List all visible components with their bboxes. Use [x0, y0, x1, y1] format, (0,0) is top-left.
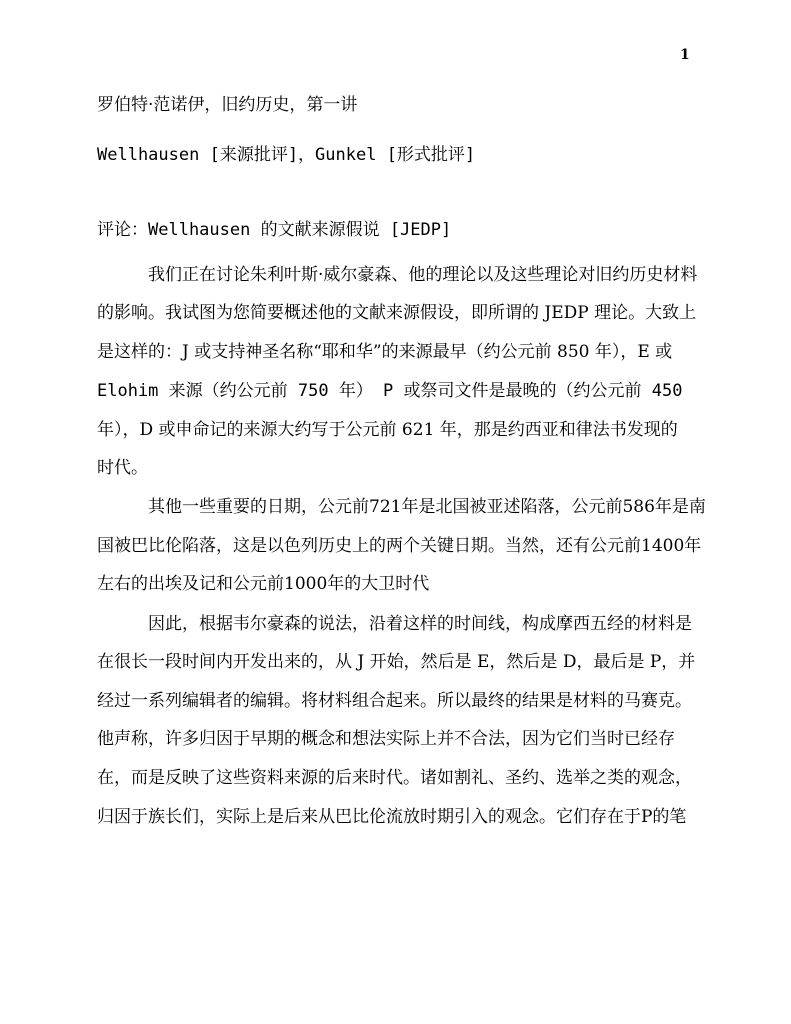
- paragraph-line: 在很长一段时间内开发出来的，从 J 开始，然后是 E，然后是 D，最后是 P，并: [97, 652, 696, 672]
- paragraph-line: 是这样的：J 或支持神圣名称“耶和华”的来源最早（约公元前 850 年），E 或: [97, 342, 673, 362]
- paragraph-line: 经过一系列编辑者的编辑。将材料组合起来。所以最终的结果是材料的马赛克。: [97, 691, 692, 711]
- lecture-subtitle: Wellhausen [来源批评]，Gunkel [形式批评]: [97, 145, 476, 165]
- lecture-title: 罗伯特·范诺伊，旧约历史，第一讲: [97, 95, 358, 115]
- paragraph-line: 国被巴比伦陷落，这是以色列历史上的两个关键日期。当然，还有公元前1400年: [97, 536, 702, 556]
- paragraph-line: 其他一些重要的日期，公元前721年是北国被亚述陷落，公元前586年是南: [148, 497, 706, 517]
- paragraph-line: 因此，根据韦尔豪森的说法，沿着这样的时间线，构成摩西五经的材料是: [148, 614, 692, 634]
- paragraph-line: 左右的出埃及记和公元前1000年的大卫时代: [97, 574, 430, 594]
- paragraph-line: 时代。: [97, 458, 148, 478]
- paragraph-line: 在，而是反映了这些资料来源的后来时代。诸如割礼、圣约、选举之类的观念，: [97, 768, 692, 788]
- paragraph-line: 我们正在讨论朱利叶斯·威尔豪森、他的理论以及这些理论对旧约历史材料: [148, 265, 698, 285]
- paragraph-line: 年），D 或申命记的来源大约写于公元前 621 年，那是约西亚和律法书发现的: [97, 420, 678, 440]
- page-number: 1: [680, 47, 690, 63]
- paragraph-line: Elohim 来源（约公元前 750 年） P 或祭司文件是最晚的（约公元前 450: [97, 381, 683, 401]
- paragraph-line: 归因于族长们，实际上是后来从巴比伦流放时期引入的观念。它们存在于P的笔: [97, 807, 687, 827]
- section-heading: 评论：Wellhausen 的文献来源假说 [JEDP]: [97, 220, 452, 240]
- paragraph-line: 他声称，许多归因于早期的概念和想法实际上并不合法，因为它们当时已经存: [97, 729, 675, 749]
- paragraph-line: 的影响。我试图为您简要概述他的文献来源假设，即所谓的 JEDP 理论。大致上: [97, 303, 697, 323]
